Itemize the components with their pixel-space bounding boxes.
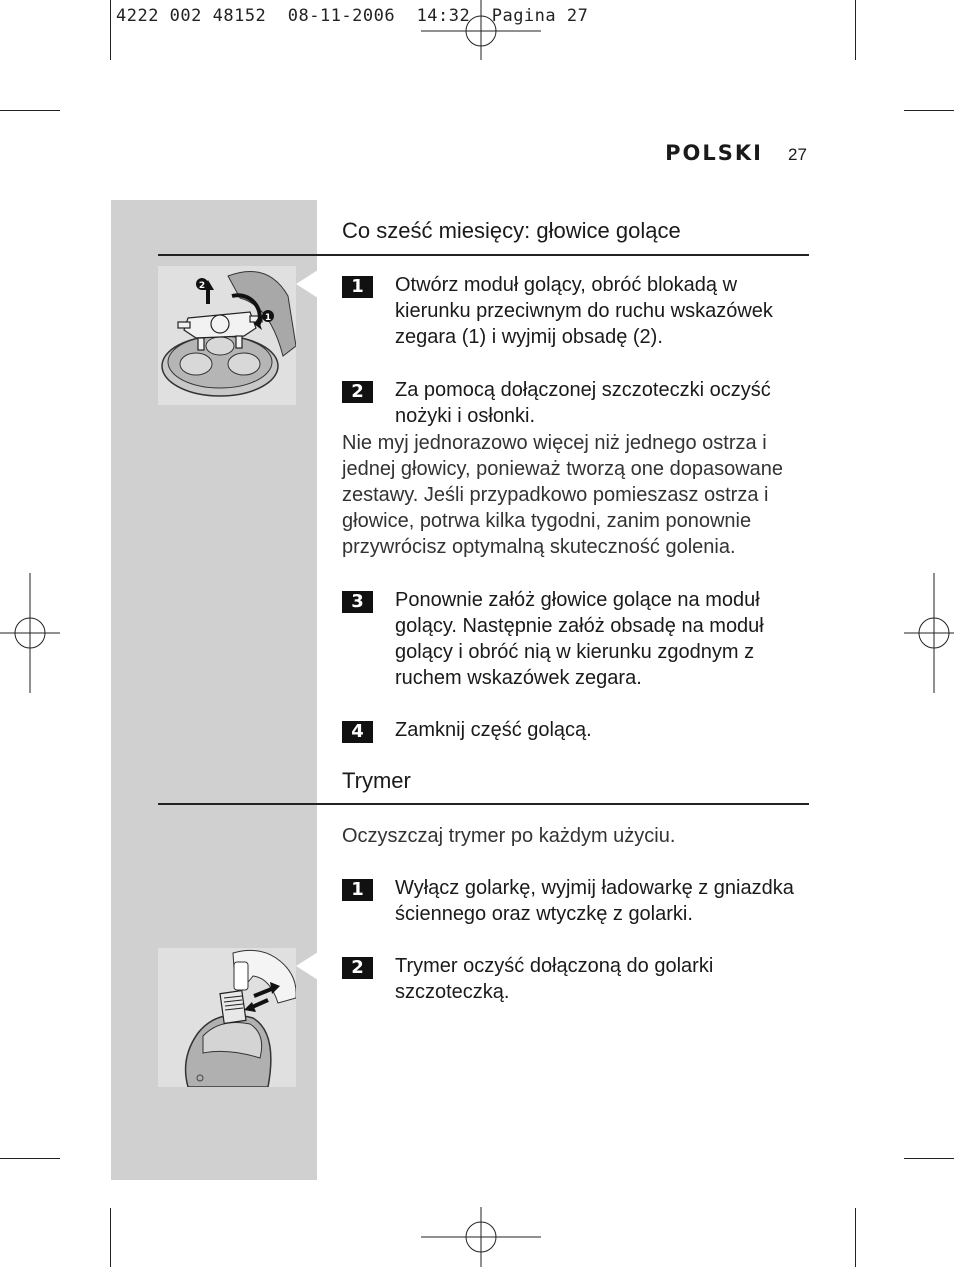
figure-label-1: 1 [264, 313, 272, 323]
trimmer-intro: Oczyszczaj trymer po każdym użyciu. [342, 825, 676, 847]
trimmer-step-text-2: Trymer oczyść dołączoną do golarki szczoteczką. [395, 955, 714, 1003]
shaving-unit-illustration [158, 266, 296, 405]
figure-label-2: 2 [198, 281, 206, 291]
trimmer-step-number-1: 1 [342, 879, 373, 901]
step-text-2: Za pomocą dołączonej szczoteczki oczyść nożyki i osłonki. [395, 379, 771, 427]
trimmer-step-text-1: Wyłącz golarkę, wyjmij ładowarkę z gniazdka ściennego oraz wtyczkę z golarki. [395, 877, 794, 925]
trimmer-illustration [158, 948, 296, 1087]
step-number-2: 2 [342, 381, 373, 403]
trimmer-step-number-2: 2 [342, 957, 373, 979]
cleaning-note: Nie myj jednorazowo więcej niż jednego ostrza i jednej głowicy, ponieważ tworzą one dopasowane zestawy. Jeśli przypadkowo pomieszasz ostrza i głowice, potrwa kilka tygodni, zanim ponownie przywrócisz optymalną skuteczność golenia. [342, 432, 784, 558]
language-heading: POLSKI [665, 141, 763, 165]
pointer-triangle [296, 270, 318, 298]
section-rule [158, 254, 809, 256]
step-number-4: 4 [342, 721, 373, 743]
step-text-1: Otwórz moduł golący, obróć blokadą w kierunku przeciwnym do ruchu wskazówek zegara (1) i wyjmij obsadę (2). [395, 274, 773, 348]
step-text-3: Ponownie załóż głowice golące na moduł golący. Następnie załóż obsadę na moduł golący i obróć nią w kierunku zgodnym z ruchem wskazówek zegara. [395, 589, 764, 689]
step-number-1: 1 [342, 276, 373, 298]
step-text-4: Zamknij część golącą. [395, 719, 592, 741]
section-title-trimmer: Trymer [342, 768, 411, 793]
section-title-shaving-heads: Co sześć miesięcy: głowice golące [342, 218, 681, 243]
print-slug-line: 4222 002 48152 08-11-2006 14:32 Pagina 27 [116, 6, 589, 26]
pointer-triangle [296, 952, 318, 980]
step-number-3: 3 [342, 591, 373, 613]
section-rule [158, 803, 809, 805]
page-number: 27 [788, 145, 807, 164]
